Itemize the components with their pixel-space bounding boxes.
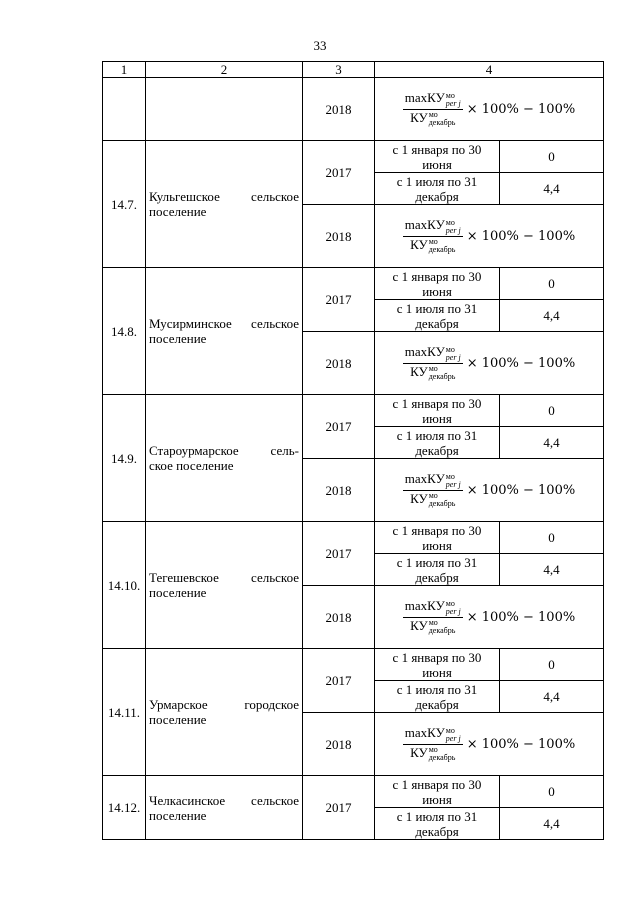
table-row	[103, 395, 604, 427]
row-number: 14.11.	[103, 649, 146, 776]
header-col-2: 2	[146, 62, 303, 78]
year-cell: 2018	[303, 586, 375, 649]
row-number: 14.12.	[103, 776, 146, 840]
value-cell: 0	[500, 522, 604, 554]
settlement-name: Челкасинское сельское поселение	[146, 776, 303, 840]
value-cell: 4,4	[500, 808, 604, 840]
row-number: 14.8.	[103, 268, 146, 395]
period-cell: с 1 января по 30 июня	[375, 522, 500, 554]
formula-cell: maxКУ мо per j КУ мо декабрь × 100% − 100%	[375, 459, 604, 522]
value-cell: 4,4	[500, 554, 604, 586]
period-cell: с 1 июля по 31 декабря	[375, 427, 500, 459]
settlement-name: Урмарское городское поселение	[146, 649, 303, 776]
settlement-name: Кульгешское сельское поселение	[146, 141, 303, 268]
formula-cell: maxКУ мо per j КУ мо декабрь × 100% − 100%	[375, 713, 604, 776]
year-cell: 2018	[303, 713, 375, 776]
header-col-3: 3	[303, 62, 375, 78]
year-cell: 2018	[303, 459, 375, 522]
value-cell: 0	[500, 395, 604, 427]
year-cell: 2018	[303, 205, 375, 268]
year-cell: 2017	[303, 522, 375, 586]
period-cell: с 1 июля по 31 декабря	[375, 300, 500, 332]
value-cell: 0	[500, 649, 604, 681]
formula-cell: maxКУ мо per j КУ мо декабрь × 100% − 100%	[375, 332, 604, 395]
table-row	[103, 141, 604, 173]
period-cell: с 1 июля по 31 декабря	[375, 554, 500, 586]
table-row	[103, 776, 604, 808]
header-col-1: 1	[103, 62, 146, 78]
year-cell: 2017	[303, 141, 375, 205]
table-row	[103, 522, 604, 554]
period-cell: с 1 января по 30 июня	[375, 649, 500, 681]
period-cell: с 1 июля по 31 декабря	[375, 681, 500, 713]
period-cell: с 1 января по 30 июня	[375, 395, 500, 427]
tariff-table	[102, 61, 604, 840]
value-cell: 4,4	[500, 300, 604, 332]
value-cell: 0	[500, 141, 604, 173]
row-number: 14.10.	[103, 522, 146, 649]
value-cell: 4,4	[500, 681, 604, 713]
row-number: 14.9.	[103, 395, 146, 522]
year-cell: 2017	[303, 649, 375, 713]
table-row	[103, 268, 604, 300]
settlement-name: Мусирминское сельское поселение	[146, 268, 303, 395]
year-cell: 2018	[303, 332, 375, 395]
period-cell: с 1 января по 30 июня	[375, 141, 500, 173]
year-cell: 2018	[303, 78, 375, 141]
value-cell: 4,4	[500, 427, 604, 459]
year-cell: 2017	[303, 268, 375, 332]
row-number: 14.7.	[103, 141, 146, 268]
value-cell: 4,4	[500, 173, 604, 205]
table-row	[103, 649, 604, 681]
header-row	[103, 62, 604, 78]
period-cell: с 1 января по 30 июня	[375, 776, 500, 808]
period-cell: с 1 июля по 31 декабря	[375, 173, 500, 205]
settlement-name: Тегешевское сельское поселение	[146, 522, 303, 649]
value-cell: 0	[500, 776, 604, 808]
formula-cell: maxКУ мо per j КУ мо декабрь × 100% − 100%	[375, 586, 604, 649]
value-cell: 0	[500, 268, 604, 300]
settlement-name: Староурмарское сель- ское поселение	[146, 395, 303, 522]
formula-cell: maxКУ мо per j КУ мо декабрь × 100% − 100%	[375, 205, 604, 268]
formula-cell: maxКУ мо per j КУ мо декабрь × 100% − 100%	[375, 78, 604, 141]
period-cell: с 1 июля по 31 декабря	[375, 808, 500, 840]
header-col-4: 4	[375, 62, 604, 78]
period-cell: с 1 января по 30 июня	[375, 268, 500, 300]
year-cell: 2017	[303, 776, 375, 840]
table-row-continuation	[103, 78, 604, 141]
page-number: 33	[313, 38, 327, 53]
year-cell: 2017	[303, 395, 375, 459]
